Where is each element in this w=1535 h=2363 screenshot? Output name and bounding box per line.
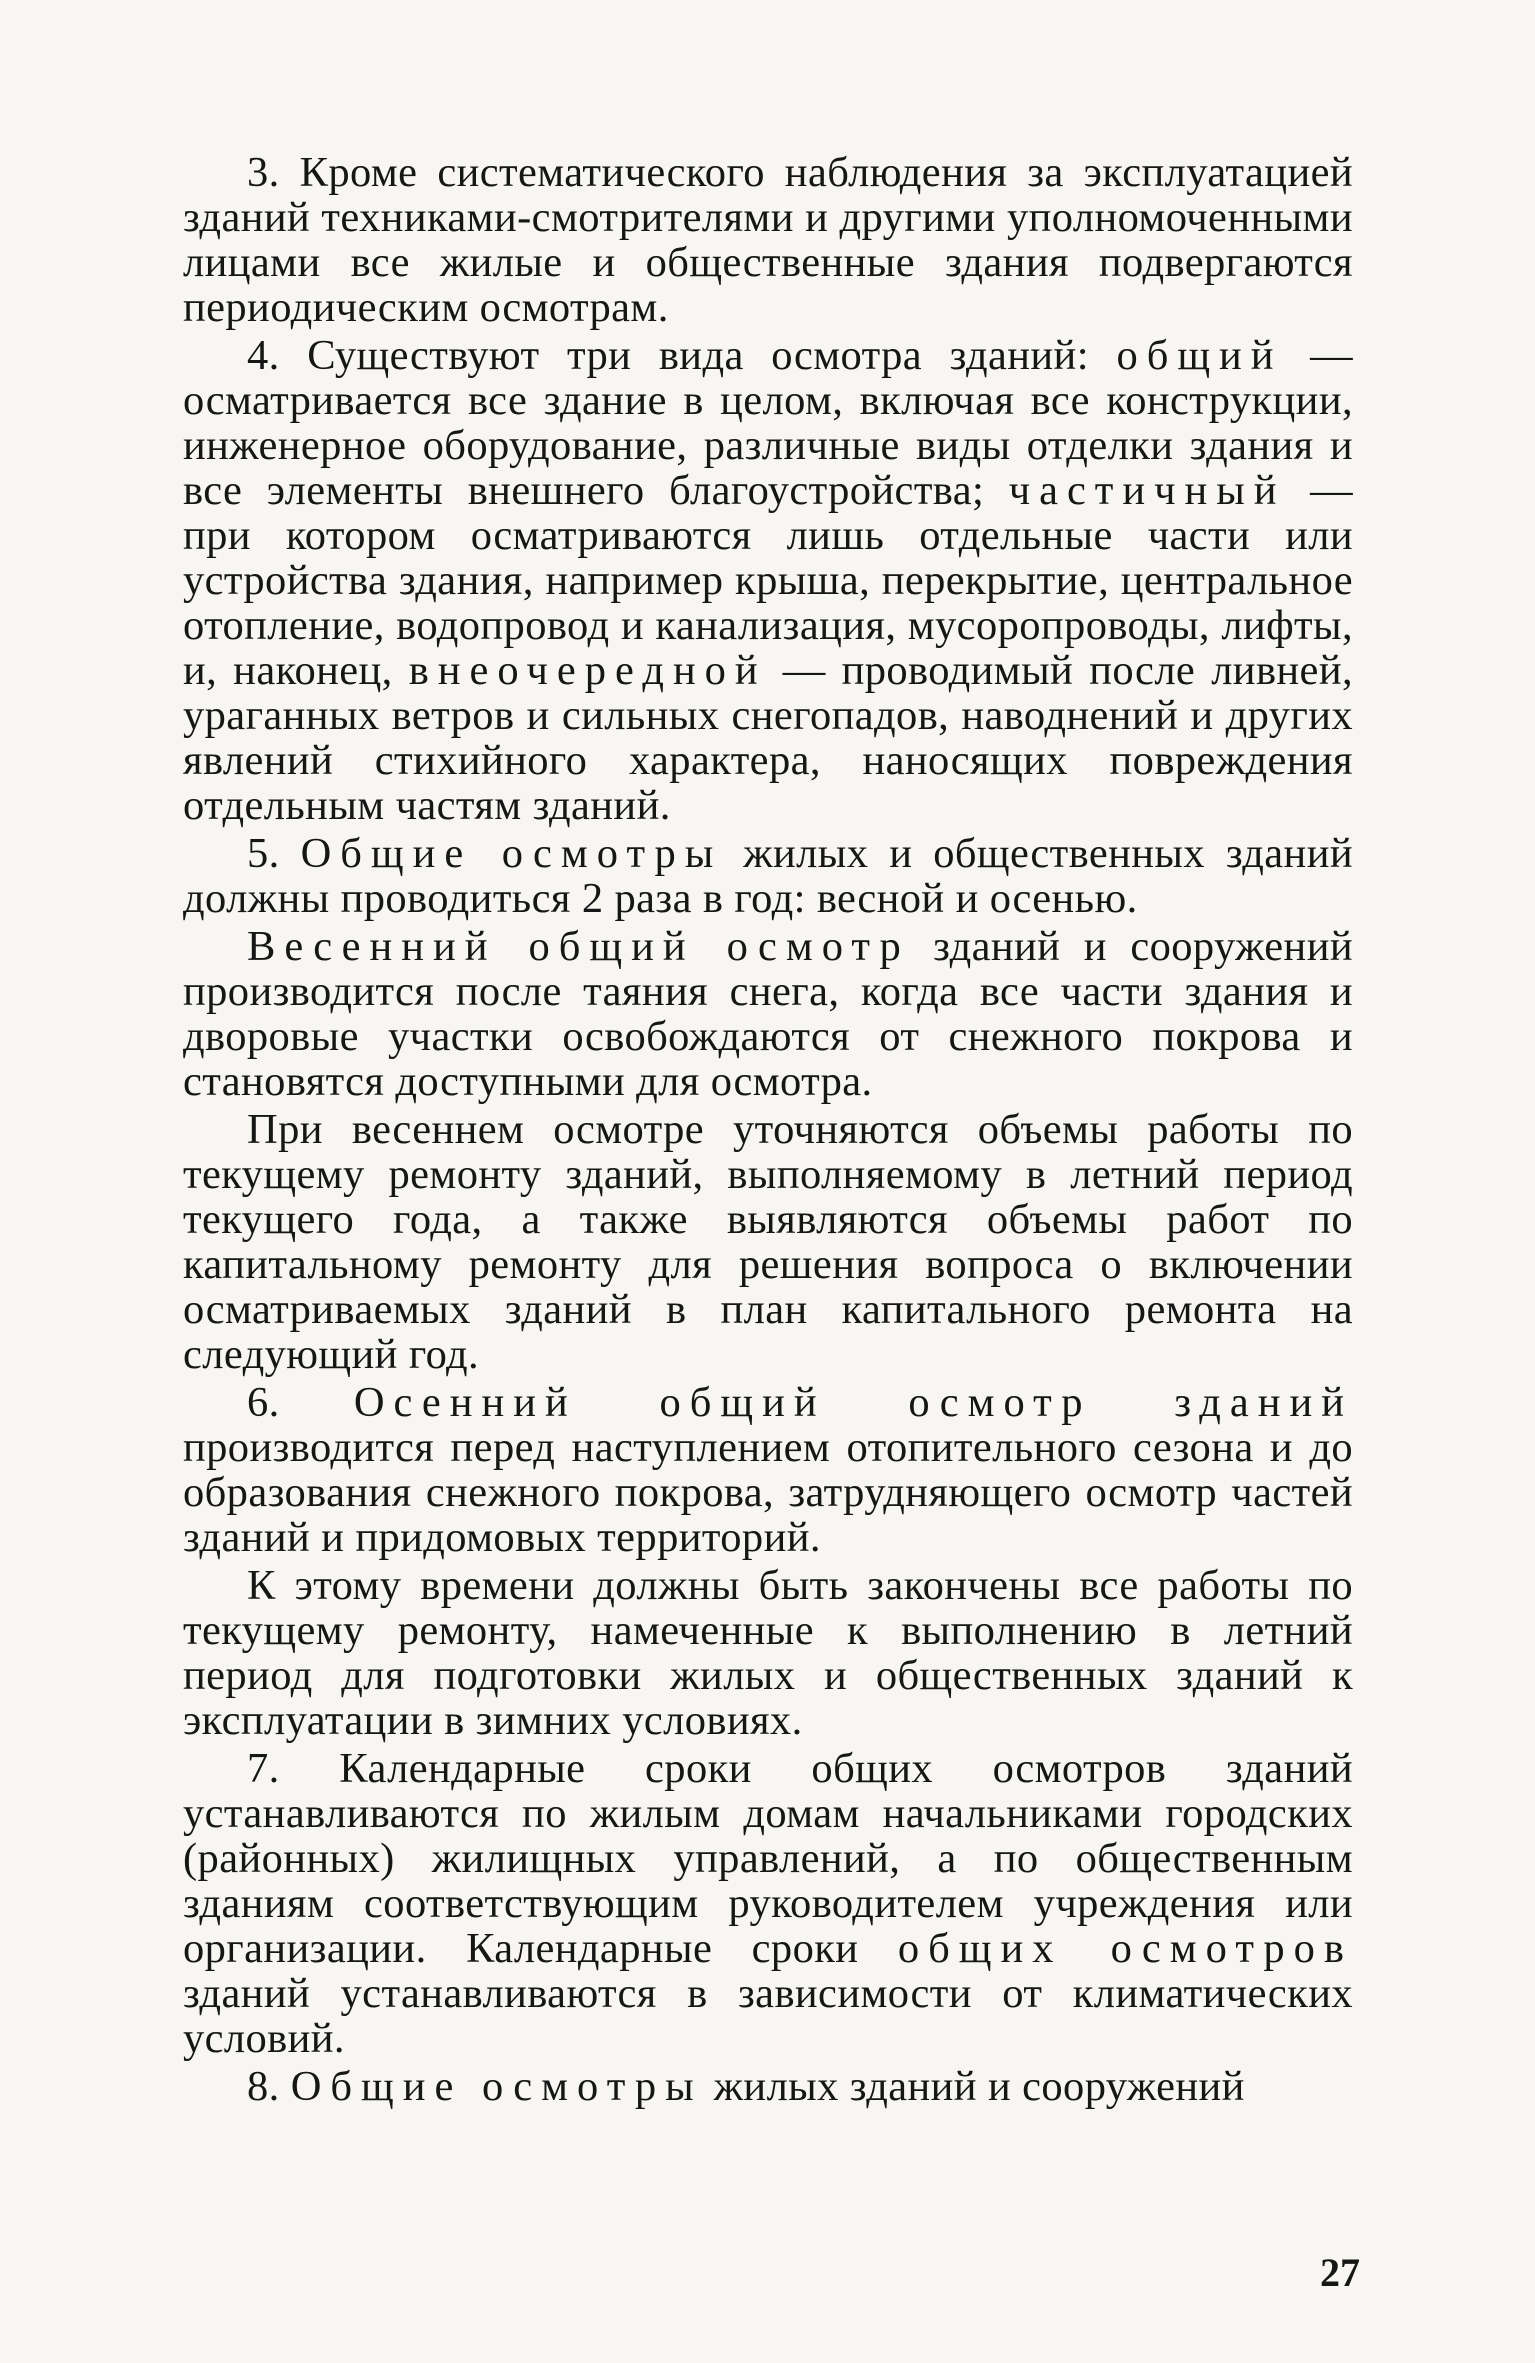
spaced-term: общих осмотров	[897, 1925, 1353, 1972]
spaced-term: Весенний общий осмотр	[247, 923, 910, 970]
paragraph-8: 8. Общие осмотры жилых зданий и сооружений	[247, 2063, 1245, 2110]
body-text	[183, 150, 1353, 2112]
paragraph-7: 7. Календарные сроки общих осмотров зданий устанавливаются по жилым домам начальниками городских (районных) жилищных управлений, а по общественным зданиям соответствующим руководителем учреждения или организации. Календарные сроки общих осмотров зданий устанавливаются в зависимости от климатических условий.	[183, 1745, 1353, 2062]
spaced-term: частичный	[1008, 467, 1286, 514]
paragraph-autumn-details: К этому времени должны быть закончены все работы по текущему ремонту, намеченные к выполнению в летний период для подготовки жилых и общественных зданий к эксплуатации в зимних условиях.	[183, 1562, 1353, 1744]
spaced-term: общий	[1116, 332, 1283, 379]
page-number: 27	[1320, 2250, 1360, 2295]
paragraph-4: 4. Существуют три вида осмотра зданий: общий — осматривается все здание в целом, включая все конструкции, инженерное оборудование, различные виды отделки здания и все элементы внешнего благоустройства; частичный — при котором осматриваются лишь отдельные части или устройства здания, например крыша, перекрытие, центральное отопление, водопровод и канализация, мусоропроводы, лифты, и, наконец, внеочередной — проводимый после ливней, ураганных ветров и сильных снегопадов, наводнений и других явлений стихийного характера, наносящих повреждения отдельным частям зданий.	[183, 332, 1353, 829]
paragraph-6: 6. Осенний общий осмотр зданий производится перед наступлением отопительного сезона и до образования снежного покрова, затрудняющего осмотр частей зданий и придомовых территорий.	[183, 1379, 1354, 1561]
spaced-term: внеочередной	[408, 647, 767, 694]
spaced-term: Осенний общий осмотр зданий	[353, 1379, 1354, 1426]
paragraph-spring: Весенний общий осмотр зданий и сооружений производится после таяния снега, когда все части здания и дворовые участки освобождаются от снежного покрова и становятся доступными для осмотра.	[183, 923, 1353, 1105]
paragraph-5: 5. Общие осмотры жилых и общественных зданий должны проводиться 2 раза в год: весной и осенью.	[183, 830, 1353, 922]
paragraph-3: 3. Кроме систематического наблюдения за эксплуатацией зданий техниками-смотрителями и другими уполномоченными лицами все жилые и общественные здания подвергаются периодическим осмотрам.	[183, 149, 1353, 331]
spaced-term: Общие осмотры	[290, 2063, 703, 2110]
spaced-term: Общие осмотры	[300, 830, 723, 877]
paragraph-spring-details: При весеннем осмотре уточняются объемы работы по текущему ремонту зданий, выполняемому в летний период текущего года, а также выявляются объемы работ по капитальному ремонту для решения вопроса о включении осматриваемых зданий в план капитального ремонта на следующий год.	[183, 1106, 1353, 1378]
